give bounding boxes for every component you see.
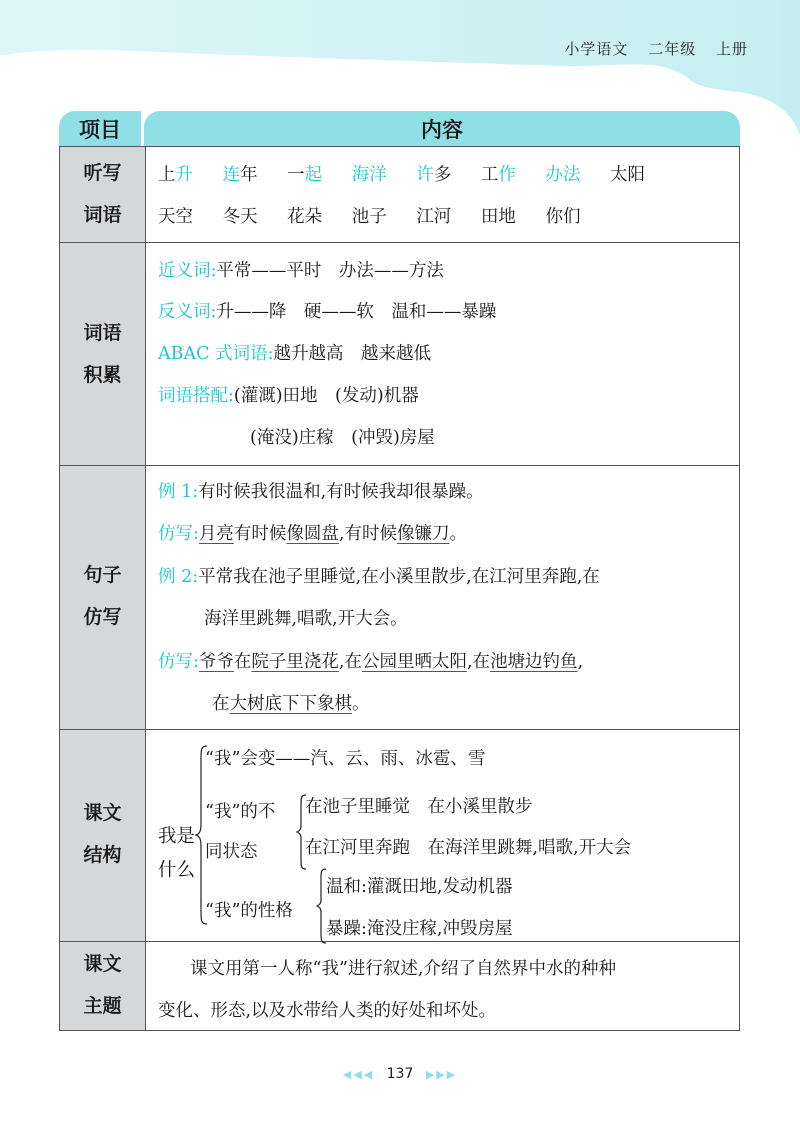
sentence-text: 有时候: [233, 524, 287, 544]
label-line: 积累: [83, 364, 122, 386]
row-label-zhuti: [60, 943, 145, 1027]
row-label-ciyu: [60, 312, 145, 396]
theme-line-2: [158, 999, 496, 1023]
answer-blank: 池塘边钓鱼: [490, 652, 578, 672]
match-label: 词语搭配:: [158, 386, 234, 406]
answer-blank: 公园里晒太阳: [361, 652, 467, 672]
abac-line: [158, 342, 431, 366]
answer-blank: 月亮: [198, 524, 234, 544]
label-line: 结构: [83, 844, 122, 866]
word: 江河: [416, 207, 452, 227]
word: 太阳: [610, 165, 646, 185]
branch-temper: [205, 899, 293, 923]
example-label: 例 2:: [158, 567, 199, 587]
page-footer: [0, 1066, 800, 1082]
header-item: 项目: [59, 111, 141, 146]
tingxie-row-1: [158, 163, 645, 187]
answer-blank: 大树底下下象棋: [229, 694, 352, 714]
row-divider: [60, 729, 739, 730]
imitation-label: 仿写:: [158, 652, 199, 672]
header-content: 内容: [144, 111, 740, 146]
example-text: 有时候我很温和,有时候我却很暴躁。: [198, 482, 484, 502]
answer-blank: 院子里浇花: [251, 652, 339, 672]
row-label-tingxie: [60, 152, 145, 236]
right-arrows-icon: ▶▶▶: [425, 1068, 458, 1081]
match-line-1: [158, 384, 419, 408]
temper-text: 温和:灌溉田地,发动机器: [326, 877, 513, 897]
tingxie-row-2: [158, 205, 580, 229]
state-text: 在池子里睡觉 在小溪里散步: [305, 797, 533, 817]
branch-text: 同状态: [205, 842, 258, 862]
sentence-text: 。: [449, 524, 467, 544]
state-line-2: [305, 836, 631, 860]
example-text: 平常我在池子里睡觉,在小溪里散步,在江河里奔跑,在: [198, 567, 600, 587]
example-2-line-2: [204, 607, 408, 631]
state-line-1: [305, 795, 533, 819]
row-divider: [60, 941, 739, 942]
root-line: 什么: [158, 860, 196, 881]
word: 天空: [158, 207, 193, 227]
answer-blank: 像镰刀: [396, 524, 450, 544]
label-line: 仿写: [83, 606, 122, 628]
synonym-text: 平常——平时 办法——方法: [216, 261, 444, 281]
theme-text: 课文用第一人称“我”进行叙述,介绍了自然界中水的种种: [190, 959, 616, 979]
label-line: 句子: [83, 564, 122, 586]
branch-text: “我”的性格: [205, 901, 293, 921]
antonym-line: [158, 300, 496, 324]
page-number: 137: [386, 1066, 414, 1082]
header-grade: 二年级: [648, 40, 697, 58]
imitation-label: 仿写:: [158, 524, 199, 544]
root-line: 我是: [158, 826, 196, 847]
example-label: 例 1:: [158, 482, 199, 502]
table-body: [59, 146, 740, 1031]
match-text: (淹没)庄稼 (冲毁)房屋: [250, 428, 435, 448]
sentence-text: ,: [577, 652, 584, 672]
theme-line-1: [190, 957, 616, 981]
column-divider: [145, 147, 146, 1030]
imitation-1: [158, 522, 467, 546]
label-line: 课文: [83, 953, 122, 975]
row-divider: [60, 242, 739, 243]
label-line: 词语: [83, 322, 122, 344]
sentence-text: 在: [212, 694, 230, 714]
branch-text: “我”会变——汽、云、雨、冰雹、雪: [205, 749, 486, 769]
theme-text: 变化、形态,以及水带给人类的好处和坏处。: [158, 1001, 497, 1021]
word: 你们: [545, 207, 581, 227]
state-text: 在江河里奔跑 在海洋里跳舞,唱歌,开大会: [305, 838, 632, 858]
imitation-2-line-1: [158, 650, 583, 674]
word: 工作: [480, 165, 516, 185]
header-volume: 上册: [715, 40, 748, 58]
synonym-label: 近义词:: [158, 261, 217, 281]
word: 花朵: [287, 207, 323, 227]
word: 一起: [287, 165, 323, 185]
label-line: 课文: [83, 802, 122, 824]
word: 冬天: [222, 207, 258, 227]
temper-line-2: [326, 917, 512, 941]
word: 办法: [545, 165, 581, 185]
book-header: [550, 38, 748, 59]
sentence-text: ,在: [338, 652, 362, 672]
antonym-label: 反义词:: [158, 302, 217, 322]
word: 连年: [222, 165, 258, 185]
left-arrows-icon: ◀◀◀: [342, 1068, 375, 1081]
word: 上升: [158, 165, 193, 185]
label-line: 词语: [83, 204, 122, 226]
answer-blank: 爷爷: [198, 652, 234, 672]
table-header: [59, 111, 740, 146]
branch-text: “我”的不: [205, 802, 276, 822]
structure-root: [158, 820, 195, 888]
row-label-jiegou: [60, 792, 145, 876]
sentence-text: ,在: [466, 652, 491, 672]
label-line: 听写: [83, 162, 122, 184]
word: 田地: [480, 207, 516, 227]
example-1: [158, 480, 484, 504]
header-subject: 小学语文: [564, 40, 629, 58]
imitation-2-line-2: [212, 692, 370, 716]
match-text: (灌溉)田地 (发动)机器: [233, 386, 419, 406]
row-divider: [60, 465, 739, 466]
sentence-text: 。: [352, 694, 370, 714]
abac-label: ABAC 式词语:: [158, 344, 274, 364]
antonym-text: 升——降 硬——软 温和——暴躁: [216, 302, 497, 322]
word: 海洋: [351, 165, 387, 185]
example-2-line-1: [158, 565, 600, 589]
temper-text: 暴躁:淹没庄稼,冲毁房屋: [326, 919, 513, 939]
abac-text: 越升越高 越来越低: [273, 344, 431, 364]
word: 许多: [416, 165, 452, 185]
synonym-line: [158, 259, 444, 283]
sentence-text: 在: [233, 652, 252, 672]
label-line: 主题: [83, 995, 122, 1017]
match-line-2: [250, 426, 435, 450]
answer-blank: 像圆盘: [286, 524, 339, 544]
example-text: 海洋里跳舞,唱歌,开大会。: [204, 609, 408, 629]
row-label-juzi: [60, 554, 145, 638]
branch-change: [205, 747, 485, 771]
branch-states: [205, 792, 275, 872]
word: 池子: [351, 207, 387, 227]
sentence-text: ,有时候: [338, 524, 397, 544]
temper-line-1: [326, 875, 512, 899]
